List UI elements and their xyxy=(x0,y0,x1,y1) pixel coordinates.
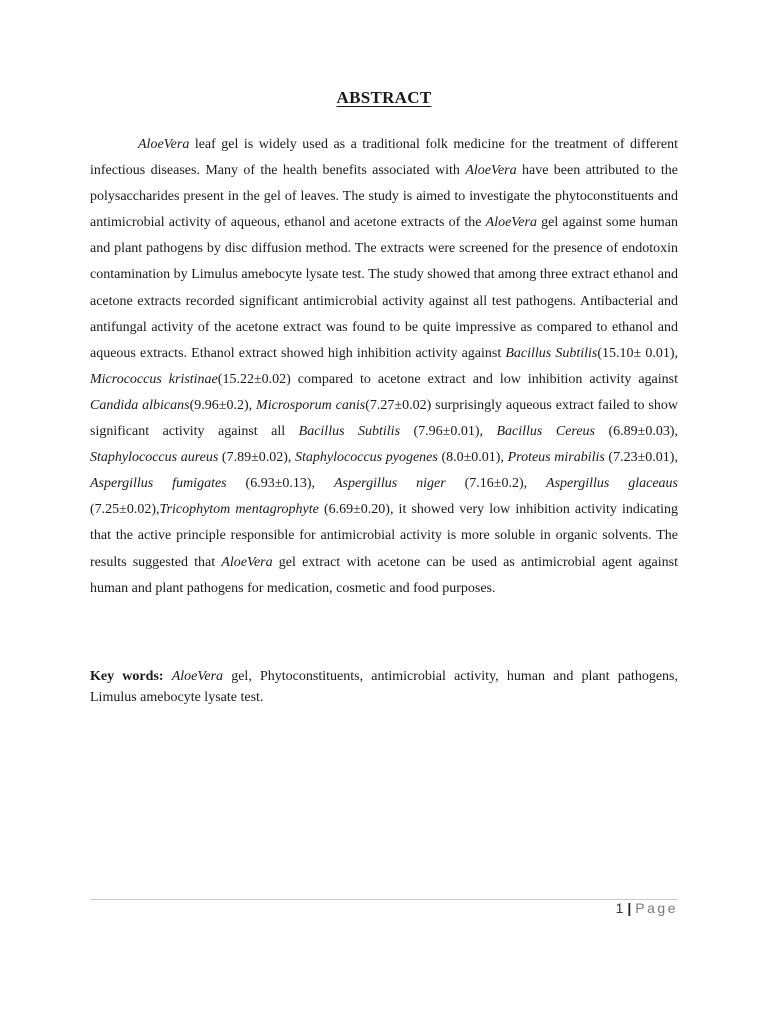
page-number: 1 xyxy=(615,900,624,916)
italic-term: Bacillus Cereus xyxy=(496,424,596,440)
text-run: gel extract with acetone can be used as antimicrobial agent against human and plant pathogens for medication, cosmetic and food purposes. xyxy=(90,554,678,596)
text-run: leaf gel is widely used as a traditional folk medicine for the treatment of different infectious diseases. Many of the health benefits associated with xyxy=(90,137,678,179)
keywords-body xyxy=(90,669,678,705)
italic-term: AloeVera xyxy=(138,137,190,152)
text-run: (6.93±0.13), xyxy=(226,476,334,492)
text-run: gel, Phytoconstituents, antimicrobial activity, human and plant pathogens, Limulus amebocyte lysate test. xyxy=(90,669,678,705)
italic-term: Aspergillus glaceaus xyxy=(546,476,678,492)
italic-term: Aspergillus niger xyxy=(333,476,446,492)
text-run: (7.16±0.2), xyxy=(445,476,547,492)
italic-term: Bacillus Subtilis xyxy=(298,424,401,440)
text-run: (9.96±0.2), xyxy=(189,397,257,413)
abstract-heading xyxy=(0,88,768,108)
keywords-paragraph xyxy=(90,666,678,708)
text-run: (7.27±0.02) surprisingly aqueous extract failed to show significant activity against all xyxy=(90,397,678,440)
italic-term: Staphylococcus aureus xyxy=(90,450,219,466)
italic-term: AloeVera xyxy=(465,163,517,179)
italic-term: Proteus mirabilis xyxy=(507,450,605,466)
abstract-heading-text: ABSTRACT xyxy=(336,88,432,107)
text-run: have been attributed to the polysaccharides present in the gel of leaves. The study is aimed to investigate the phytoconstituents and antimicrobial activity of aqueous, ethanol and acetone extracts of the xyxy=(90,163,678,231)
text-run: (8.0±0.01), xyxy=(437,450,508,466)
text-run: (7.89±0.02), xyxy=(218,450,296,466)
italic-term: AloeVera xyxy=(221,554,273,570)
page-label: Page xyxy=(635,900,678,916)
text-run: (6.69±0.20), it showed very low inhibition activity indicating that the active principle responsible for antimicrobial activity is more soluble in organic solvents. The results suggested that xyxy=(90,502,678,570)
page-separator: | xyxy=(627,900,632,916)
text-run: gel against some human and plant pathogens by disc diffusion method. The extracts were screened for the presence of endotoxin contamination by Limulus amebocyte lysate test. The study showed that among three extract ethanol and acetone extracts recorded significant antimicrobial activity against all test pathogens. Antibacterial and antifungal activity of the acetone extract was found to be quite impressive as compared to ethanol and aqueous extracts. Ethanol extract showed high inhibition activity against xyxy=(90,215,678,361)
text-run: (7.25±0.02), xyxy=(90,502,160,518)
text-run: (6.89±0.03), xyxy=(595,424,679,440)
page-footer xyxy=(616,900,678,916)
italic-term: Micrococcus kristinae xyxy=(90,371,218,387)
italic-term: Tricophytom mentagrophyte xyxy=(159,502,319,518)
italic-term: Staphylococcus pyogenes xyxy=(295,450,438,466)
italic-term: AloeVera xyxy=(485,215,537,231)
italic-term: Bacillus Subtilis xyxy=(505,345,598,361)
text-run: (7.23±0.01), xyxy=(604,450,678,466)
text-run: (7.96±0.01), xyxy=(400,424,497,440)
italic-term: Candida albicans xyxy=(90,397,190,413)
text-run: (15.10± 0.01), xyxy=(597,345,679,361)
abstract-body xyxy=(90,137,678,596)
italic-term: Microsporum canis xyxy=(256,397,366,413)
text-run xyxy=(164,669,172,684)
footer-divider xyxy=(90,899,678,900)
italic-term: Aspergillus fumigates xyxy=(90,476,227,492)
text-run: (15.22±0.02) compared to acetone extract and low inhibition activity against xyxy=(217,371,678,387)
keywords-label: Key words: xyxy=(90,669,164,684)
abstract-paragraph xyxy=(90,132,678,602)
italic-term: AloeVera xyxy=(171,669,224,684)
